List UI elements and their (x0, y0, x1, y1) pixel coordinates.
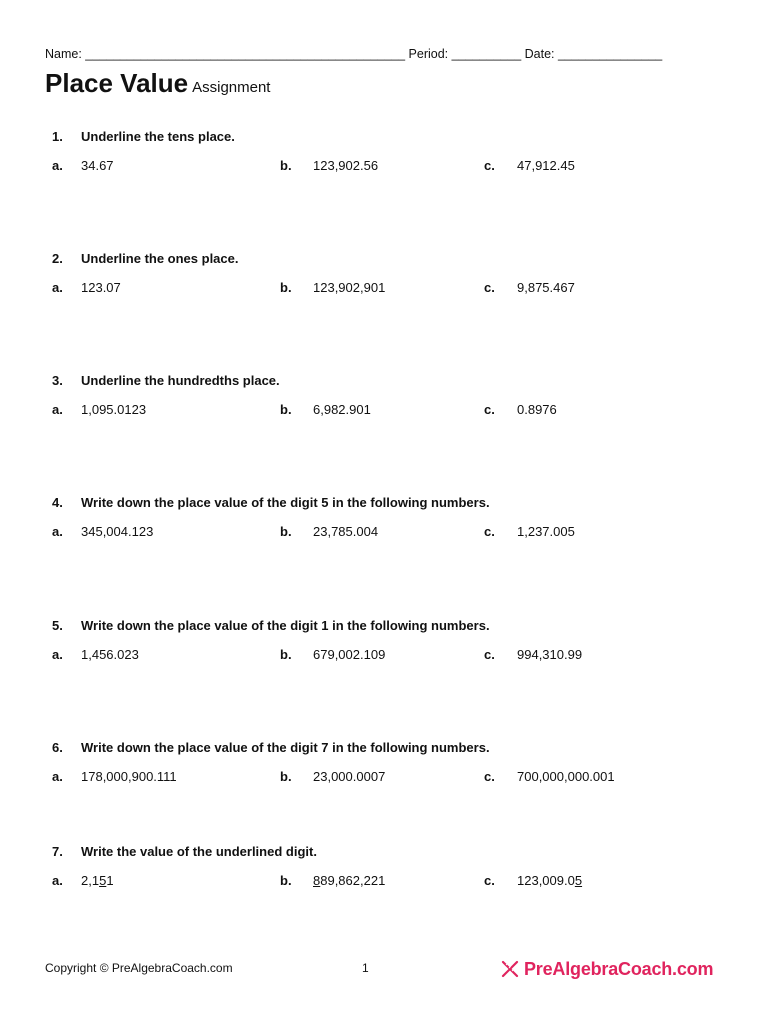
item-b-label: b. (280, 873, 292, 888)
item-a-value: 1,456.023 (81, 647, 139, 662)
answer-row-6 (0, 769, 770, 789)
underlined-digit: 5 (574, 873, 583, 888)
answer-row-3 (0, 402, 770, 422)
question-prompt: Underline the tens place. (81, 129, 235, 144)
item-a-value: 345,004.123 (81, 524, 154, 539)
question-prompt: Write down the place value of the digit 5 in the following numbers. (81, 495, 490, 510)
question-1 (52, 129, 235, 144)
item-b-value: 6,982.901 (313, 402, 371, 417)
item-b-value: 23,000.0007 (313, 769, 386, 784)
item-c-label: c. (484, 647, 495, 662)
item-a-label: a. (52, 402, 63, 417)
item-b-label: b. (280, 158, 292, 173)
title-main: Place Value (45, 68, 189, 98)
underlined-digit: 8 (313, 873, 321, 888)
question-prompt: Write down the place value of the digit 1 in the following numbers. (81, 618, 490, 633)
question-4 (52, 495, 490, 510)
item-b-label: b. (280, 524, 292, 539)
item-a-value: 1,095.0123 (81, 402, 147, 417)
answer-row-2 (0, 280, 770, 300)
question-2 (52, 251, 239, 266)
item-c-value: 0.8976 (517, 402, 557, 417)
question-5 (52, 618, 490, 633)
item-c-value: 47,912.45 (517, 158, 575, 173)
item-c-label: c. (484, 402, 495, 417)
question-number: 5. (52, 618, 63, 633)
question-prompt: Underline the hundredths place. (81, 373, 280, 388)
item-a-value: 2,151 (81, 873, 114, 888)
item-c-value: 994,310.99 (517, 647, 583, 662)
answer-row-7 (0, 873, 770, 893)
item-b-value: 123,902.56 (313, 158, 379, 173)
question-6 (52, 740, 490, 755)
item-b-value: 889,862,221 (313, 873, 386, 888)
item-a-value: 178,000,900.111 (81, 769, 177, 784)
question-number: 7. (52, 844, 63, 859)
answer-row-5 (0, 647, 770, 667)
item-c-value: 1,237.005 (517, 524, 575, 539)
question-number: 6. (52, 740, 63, 755)
brand-name: PreAlgebraCoach.com (524, 958, 714, 979)
question-prompt: Write down the place value of the digit 7 in the following numbers. (81, 740, 490, 755)
question-number: 1. (52, 129, 63, 144)
answer-row-4 (0, 524, 770, 544)
question-7 (52, 844, 317, 859)
item-a-label: a. (52, 769, 63, 784)
item-c-value: 123,009.05 (517, 873, 583, 888)
underlined-digit: 5 (99, 873, 107, 888)
answer-row-1 (0, 158, 770, 178)
pencil-ruler-icon (500, 959, 520, 979)
item-c-label: c. (484, 769, 495, 784)
question-number: 4. (52, 495, 63, 510)
item-a-value: 34.67 (81, 158, 114, 173)
page-number: 1 (362, 961, 369, 975)
item-a-label: a. (52, 647, 63, 662)
item-c-label: c. (484, 524, 495, 539)
brand-logo[interactable] (500, 956, 713, 982)
item-c-value: 700,000,000.001 (517, 769, 615, 784)
item-b-label: b. (280, 769, 292, 784)
question-number: 2. (52, 251, 63, 266)
name-period-date-line: Name: ______________________________________________ Period: __________ Date: _______________ (45, 47, 663, 61)
question-3 (52, 373, 280, 388)
question-number: 3. (52, 373, 63, 388)
item-b-label: b. (280, 280, 292, 295)
item-c-label: c. (484, 280, 495, 295)
item-c-label: c. (484, 158, 495, 173)
item-a-label: a. (52, 158, 63, 173)
item-a-value: 123.07 (81, 280, 121, 295)
question-prompt: Underline the ones place. (81, 251, 239, 266)
item-a-label: a. (52, 524, 63, 539)
title-sub: Assignment (192, 79, 271, 96)
item-a-label: a. (52, 873, 63, 888)
copyright-text: Copyright © PreAlgebraCoach.com (45, 961, 233, 975)
item-b-value: 123,902,901 (313, 280, 386, 295)
item-b-value: 23,785.004 (313, 524, 379, 539)
page-title (45, 68, 270, 99)
item-c-label: c. (484, 873, 495, 888)
item-b-label: b. (280, 402, 292, 417)
item-b-value: 679,002.109 (313, 647, 386, 662)
item-a-label: a. (52, 280, 63, 295)
item-b-label: b. (280, 647, 292, 662)
item-c-value: 9,875.467 (517, 280, 575, 295)
question-prompt: Write the value of the underlined digit. (81, 844, 317, 859)
